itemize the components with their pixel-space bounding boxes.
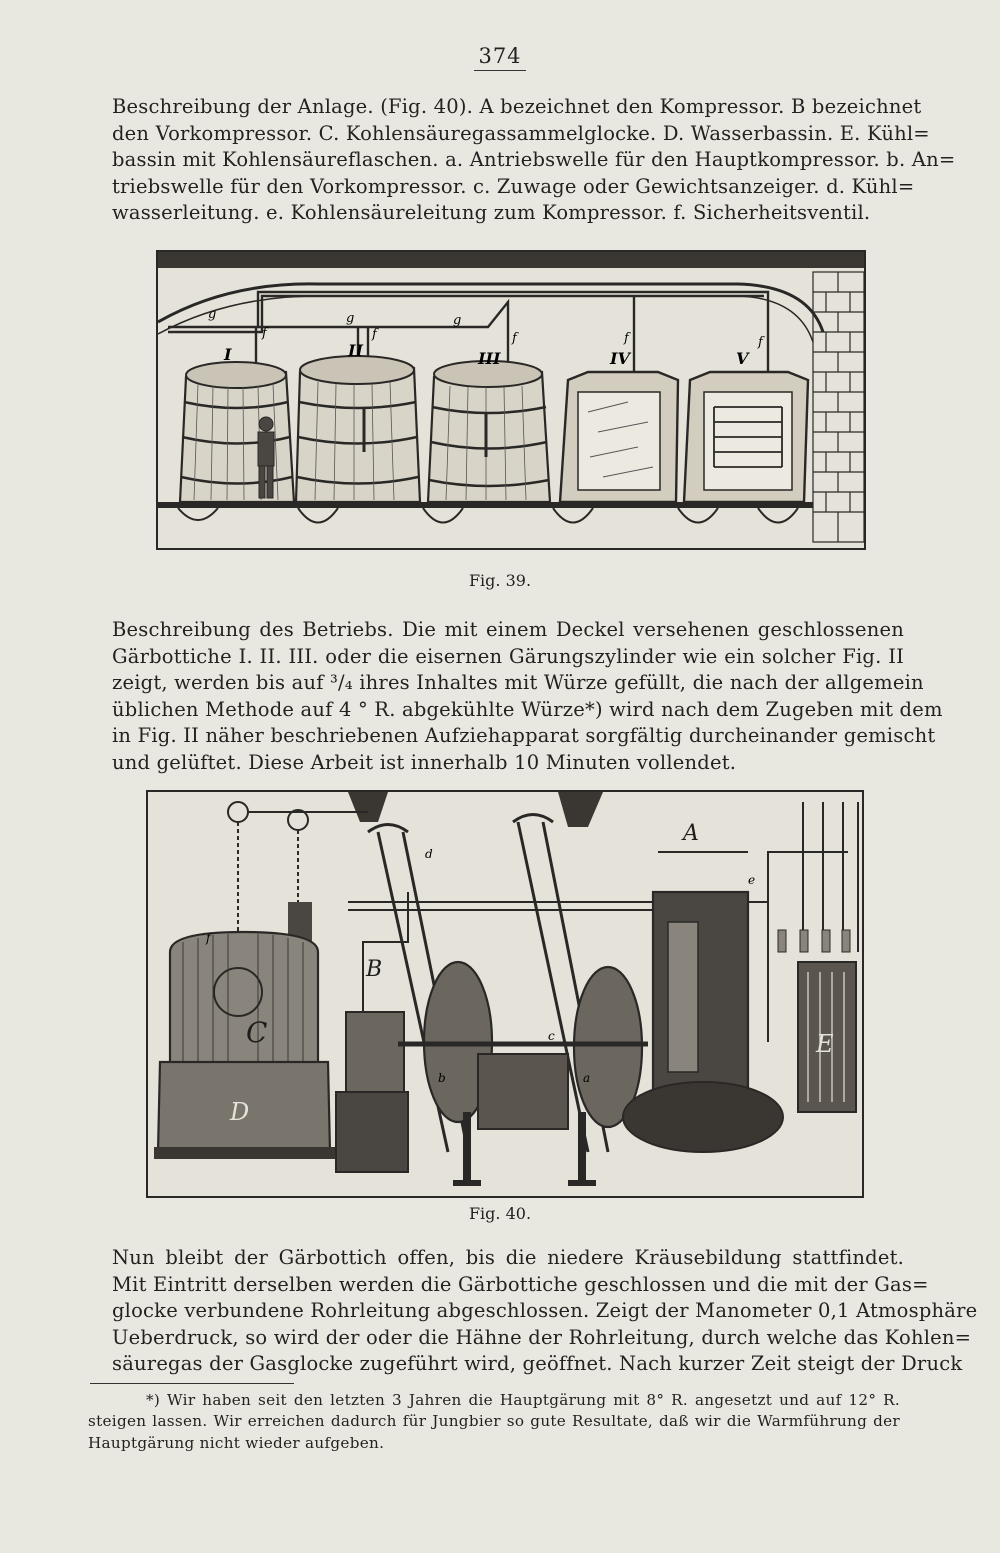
page-number: 374: [0, 44, 1000, 68]
pre-compressor: [336, 957, 408, 1172]
text-line: triebswelle für den Vorkompressor. c. Zuwage oder Gewichtsanzeiger. d. Kühl=: [112, 174, 915, 198]
pipe-label: f: [372, 327, 377, 342]
footnote-line: *) Wir haben seit den letzten 3 Jahren die Hauptgärung mit 8° R. angesetzt und auf 12° R.: [146, 1391, 900, 1409]
component-label: C: [246, 1016, 268, 1049]
fermentation-vat-1: [180, 345, 294, 502]
pipe-label: g: [346, 311, 355, 326]
text-line: Beschreibung der Anlage. (Fig. 40). A bezeichnet den Kompressor. B bezeichnet: [112, 95, 922, 118]
paragraph-plant-description: [112, 94, 956, 227]
footnote-line: steigen lassen. Wir erreichen dadurch für Jungbier so gute Resultate, daß wir die Warmführung der: [88, 1412, 900, 1431]
part-label: d: [425, 847, 433, 861]
fermentation-cylinder-4: [560, 349, 678, 502]
text-line: Gärbottiche I. II. III. oder die eisernen Gärungszylinder wie ein solcher Fig. II: [112, 644, 904, 668]
component-label: A: [683, 821, 699, 846]
cooling-basin: [778, 930, 856, 1112]
text-line: den Vorkompressor. C. Kohlensäuregassammelglocke. D. Wasserbassin. E. Kühl=: [112, 121, 930, 145]
gas-collection-bell: [170, 932, 318, 1072]
part-label: e: [748, 873, 756, 887]
text-line: Beschreibung des Betriebs. Die mit einem Deckel versehenen geschlossenen: [112, 618, 904, 641]
figure-40-illustration: [148, 792, 862, 1196]
component-label: E: [816, 1030, 834, 1058]
brick-wall: [813, 272, 864, 542]
figure-39-illustration: [158, 252, 864, 548]
text-line: in Fig. II näher beschriebenen Aufziehapparat sorgfältig durcheinander gemischt: [112, 724, 936, 748]
text-line: Mit Eintritt derselben werden die Gärbottiche geschlossen und die mit der Gas=: [112, 1272, 929, 1296]
pipe-label: f: [512, 331, 517, 346]
text-line: glocke verbundene Rohrleitung abgeschlossen. Zeigt der Manometer 0,1 Atmosphäre: [112, 1299, 978, 1323]
vat-label: II: [348, 341, 363, 360]
figure-39-fermentation-vats: [156, 250, 866, 550]
scale-weight-indicator: [478, 1054, 568, 1129]
main-compressor: [623, 821, 783, 1152]
ceiling-hangers: [348, 792, 603, 827]
fermentation-vat-2: [296, 341, 420, 502]
vat-supports: [178, 508, 798, 523]
component-label: D: [230, 1098, 250, 1126]
part-label: b: [438, 1071, 446, 1085]
figure-40-compressor-plant: [146, 790, 864, 1198]
pipe-label: g: [208, 307, 217, 322]
figure-39-caption: Fig. 39.: [468, 571, 532, 590]
text-line: säuregas der Gasglocke zugeführt wird, geöffnet. Nach kurzer Zeit steigt der Druck: [112, 1352, 963, 1376]
footnote-separator: [90, 1383, 294, 1384]
figure-40-caption: Fig. 40.: [468, 1204, 532, 1223]
text-line: üblichen Methode auf 4 ° R. abgekühlte Würze*) wird nach dem Zugeben mit dem: [112, 697, 943, 721]
part-label: a: [583, 1071, 591, 1085]
vat-label: III: [478, 349, 501, 368]
part-label: c: [548, 1029, 555, 1043]
text-line: zeigt, werden bis auf ³/₄ ihres Inhaltes mit Würze gefüllt, die nach der allgemein: [112, 671, 924, 695]
text-line: und gelüftet. Diese Arbeit ist innerhalb 10 Minuten vollendet.: [112, 750, 737, 774]
water-basin: [154, 1062, 336, 1159]
text-line: Nun bleibt der Gärbottich offen, bis die niedere Kräusebildung stattfindet.: [112, 1246, 904, 1269]
fermentation-cylinder-5: [684, 349, 808, 502]
vat-label: I: [224, 345, 232, 364]
footnote: [88, 1390, 900, 1454]
paragraph-fermentation-process: [112, 1245, 978, 1378]
pipe-label: g: [453, 313, 462, 328]
paragraph-operation-description: [112, 617, 943, 777]
pipe-label: f: [758, 335, 763, 350]
fermentation-vat-3: [428, 349, 550, 502]
text-line: wasserleitung. e. Kohlensäureleitung zum Kompressor. f. Sicherheitsventil.: [112, 201, 871, 225]
text-line: bassin mit Kohlensäureflaschen. a. Antriebswelle für den Hauptkompressor. b. An=: [112, 148, 956, 172]
vat-label: IV: [610, 349, 630, 368]
text-line: Ueberdruck, so wird der oder die Hähne der Rohrleitung, durch welche das Kohlen=: [112, 1325, 972, 1349]
component-label: B: [366, 957, 383, 982]
pipe-label: f: [624, 331, 629, 346]
vat-label: V: [736, 349, 749, 368]
footnote-line: Hauptgärung nicht wieder aufgeben.: [88, 1433, 385, 1452]
part-label: f: [206, 931, 211, 945]
pipe-label: f: [262, 326, 267, 341]
